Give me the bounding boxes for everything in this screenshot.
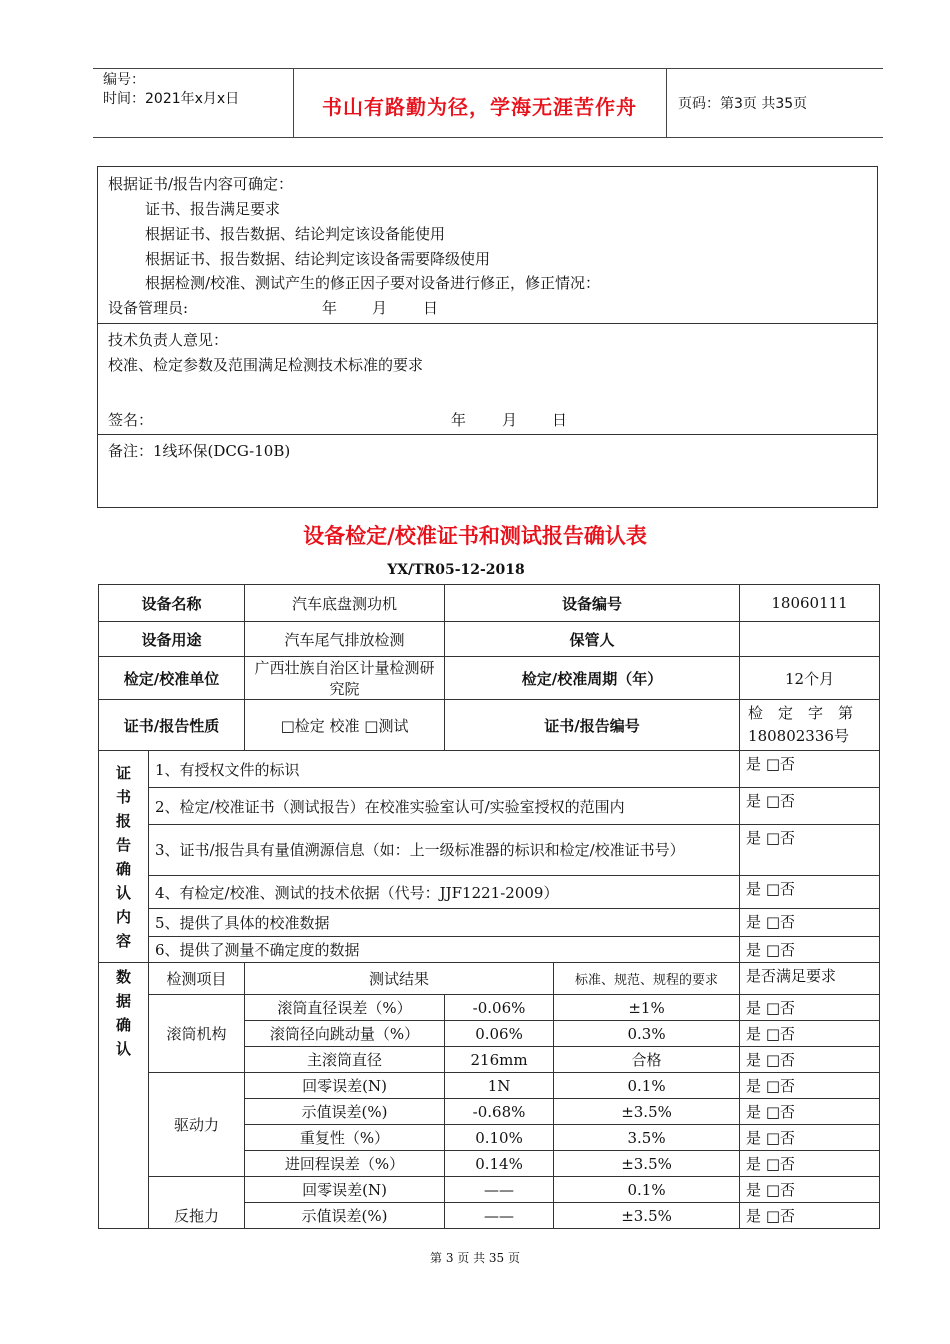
param: 示值误差(%) — [245, 1203, 445, 1229]
unit-value: 广西壮族自治区计量检测研究院 — [245, 657, 445, 700]
result: 1N — [445, 1073, 554, 1099]
param: 重复性（%） — [245, 1125, 445, 1151]
result: 0.06% — [445, 1021, 554, 1047]
answer: 是 □否 — [740, 1047, 880, 1073]
use-label: 设备用途 — [99, 622, 245, 657]
page-footer: 第 3 页 共 35 页 — [430, 1251, 520, 1265]
id-label: 设备编号 — [445, 585, 740, 622]
standard: ±3.5% — [554, 1151, 740, 1177]
confirmation-table — [98, 584, 880, 1229]
group-drum: 滚筒机构 — [149, 995, 245, 1073]
group-drag: 反拖力 — [149, 1177, 245, 1229]
result: -0.06% — [445, 995, 554, 1021]
standard: 0.1% — [554, 1073, 740, 1099]
sign-date-year: 年 — [451, 411, 467, 429]
nature-label: 证书/报告性质 — [99, 700, 245, 751]
confirm-option-3: 根据证书、报告数据、结论判定该设备需要降级使用 — [145, 250, 491, 268]
remark: 备注：1线环保(DCG-10B) — [108, 442, 291, 460]
result: -0.68% — [445, 1099, 554, 1125]
content-item: 4、有检定/校准、测试的技术依据（代号：JJF1221-2009） — [149, 876, 740, 909]
standard: 0.1% — [554, 1177, 740, 1203]
tech-opinion: 校准、检定参数及范围满足检测技术标准的要求 — [108, 356, 424, 374]
name-value: 汽车底盘测功机 — [245, 585, 445, 622]
header-page-info: 页码：第3页 共35页 — [678, 96, 808, 112]
answer: 是 □否 — [740, 995, 880, 1021]
content-item: 1、有授权文件的标识 — [149, 751, 740, 788]
answer: 是 □否 — [740, 1021, 880, 1047]
confirm-option-4: 根据检测/校准、测试产生的修正因子要对设备进行修正，修正情况： — [145, 274, 601, 292]
param: 示值误差(%) — [245, 1099, 445, 1125]
answer: 是 □否 — [740, 1151, 880, 1177]
period-label: 检定/校准周期（年） — [445, 657, 740, 700]
content-item: 5、提供了具体的校准数据 — [149, 909, 740, 937]
page-header — [93, 68, 883, 138]
param: 进回程误差（%） — [245, 1151, 445, 1177]
manager-label: 设备管理员: — [108, 299, 189, 317]
confirmation-box — [97, 166, 878, 508]
content-item-answer: 是 □否 — [740, 937, 880, 963]
header-slogan: 书山有路勤为径，学海无涯苦作舟 — [322, 95, 637, 119]
result: 0.14% — [445, 1151, 554, 1177]
manager-date-year: 年 — [322, 299, 338, 317]
answer: 是 □否 — [740, 1203, 880, 1229]
group-drive: 驱动力 — [149, 1073, 245, 1177]
keeper-label: 保管人 — [445, 622, 740, 657]
header-time: 时间：2021年x月x日 — [103, 91, 240, 107]
nature-value: □检定 校准 □测试 — [245, 700, 445, 751]
header-meta — [103, 71, 239, 109]
header-item: 检测项目 — [149, 963, 245, 995]
result: —— — [445, 1203, 554, 1229]
cert-value: 检 定 字 第180802336号 — [740, 700, 880, 751]
name-label: 设备名称 — [99, 585, 245, 622]
sign-date-month: 月 — [502, 411, 518, 429]
data-section-label: 数据确认 — [99, 963, 149, 1229]
sign-label: 签名： — [108, 411, 154, 429]
confirm-intro: 根据证书/报告内容可确定： — [108, 175, 294, 193]
period-value: 12个月 — [740, 657, 880, 700]
content-item-answer: 是 □否 — [740, 825, 880, 876]
cert-label: 证书/报告编号 — [445, 700, 740, 751]
unit-label: 检定/校准单位 — [99, 657, 245, 700]
standard: 0.3% — [554, 1021, 740, 1047]
keeper-value — [740, 622, 880, 657]
header-number: 编号： — [103, 72, 145, 88]
use-value: 汽车尾气排放检测 — [245, 622, 445, 657]
param: 滚筒径向跳动量（%） — [245, 1021, 445, 1047]
content-item: 2、检定/校准证书（测试报告）在校准实验室认可/实验室授权的范围内 — [149, 788, 740, 825]
answer: 是 □否 — [740, 1125, 880, 1151]
param: 回零误差(N) — [245, 1177, 445, 1203]
sign-date-day: 日 — [552, 411, 568, 429]
id-value: 18060111 — [740, 585, 880, 622]
content-item-answer: 是 □否 — [740, 751, 880, 788]
content-section-label: 证书报告确认内容 — [99, 751, 149, 963]
result: 216mm — [445, 1047, 554, 1073]
standard: 3.5% — [554, 1125, 740, 1151]
manager-date-day: 日 — [423, 299, 439, 317]
standard: ±3.5% — [554, 1203, 740, 1229]
header-standard: 标准、规范、规程的要求 — [554, 963, 740, 995]
confirm-option-1: 证书、报告满足要求 — [145, 200, 281, 218]
param: 滚筒直径误差（%） — [245, 995, 445, 1021]
confirm-option-2: 根据证书、报告数据、结论判定该设备能使用 — [145, 225, 446, 243]
answer: 是 □否 — [740, 1177, 880, 1203]
answer: 是 □否 — [740, 1099, 880, 1125]
tech-label: 技术负责人意见： — [108, 331, 229, 349]
form-title: 设备检定/校准证书和测试报告确认表 — [303, 523, 647, 548]
standard: ±3.5% — [554, 1099, 740, 1125]
answer: 是 □否 — [740, 1073, 880, 1099]
param: 回零误差(N) — [245, 1073, 445, 1099]
header-satisfy: 是否满足要求 — [740, 963, 880, 995]
result: —— — [445, 1177, 554, 1203]
standard: ±1% — [554, 995, 740, 1021]
content-item: 3、证书/报告具有量值溯源信息（如：上一级标准器的标识和检定/校准证书号） — [149, 825, 740, 876]
standard: 合格 — [554, 1047, 740, 1073]
content-item-answer: 是 □否 — [740, 909, 880, 937]
result: 0.10% — [445, 1125, 554, 1151]
param: 主滚筒直径 — [245, 1047, 445, 1073]
manager-date-month: 月 — [372, 299, 388, 317]
content-item-answer: 是 □否 — [740, 876, 880, 909]
content-item-answer: 是 □否 — [740, 788, 880, 825]
content-item: 6、提供了测量不确定度的数据 — [149, 937, 740, 963]
header-result: 测试结果 — [245, 963, 554, 995]
form-code: YX/TR05-12-2018 — [387, 562, 525, 578]
